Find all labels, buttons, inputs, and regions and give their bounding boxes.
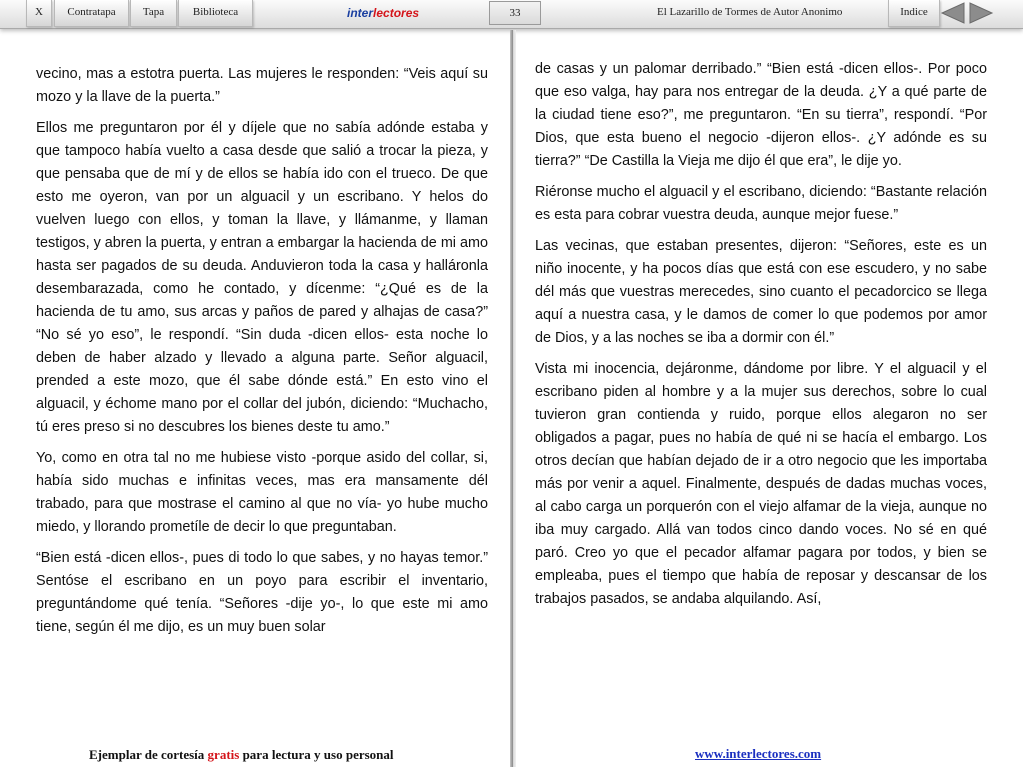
triangle-left-icon[interactable] <box>940 2 966 24</box>
page-number-field[interactable]: 33 <box>489 1 541 25</box>
courtesy-text-post: para lectura y uso personal <box>239 747 394 762</box>
index-button[interactable]: Indice <box>888 0 940 27</box>
page-gutter-divider <box>510 30 516 767</box>
courtesy-footer <box>89 747 394 763</box>
triangle-right-icon[interactable] <box>968 2 994 24</box>
paragraph: Yo, como en otra tal no me hubiese visto -porque asido del collar, si, había sido muchas e infinitas veces, mas era mansamente dél trabado, para que mostrase el camino al que no vía- yo hube mucho miedo, y llorando prometíle de decir lo que preguntaban. <box>36 450 488 535</box>
brand-logo <box>347 6 419 20</box>
paragraph: “Bien está -dicen ellos-, pues di todo lo que sabes, y no hayas temor.” Sentóse el escribano en un poyo para escribir el inventario, preguntándome qué tenía. “Señores -dije yo-, lo que este mi amo tiene, según él me dijo, es un muy buen solar <box>36 550 488 635</box>
paragraph: Riéronse mucho el alguacil y el escribano, diciendo: “Bastante relación es esta para cobrar vuestra deuda, aunque mejor fuese.” <box>535 184 987 223</box>
brand-inter-text: inter <box>347 6 374 20</box>
brand-lectores-text: lectores <box>373 6 420 20</box>
paragraph: Ellos me preguntaron por él y díjele que no sabía adónde estaba y que tampoco había vuelto a casa desde que salió a trocar la pieza, y que pensaba que de mí y de ellos se había ido con el trueco. De que esto me oyeron, van por un alguacil y un escribano. Y helos do vuelven luego con ellos, y toman la llave, y llámanme, y llaman testigos, y abren la puerta, y entran a embargar la hacienda de mi amo hasta ser pagados de su deuda. Anduvieron toda la casa y halláronla desembarazada, como he contado, y dícenme: “¿Qué es de la hacienda de tu amo, sus arcas y paños de pared y alhajas de casa?” “No sé yo eso”, le respondí. “Sin duda -dicen ellos- esta noche lo deben de haber alzado y llevado a alguna parte. Señor alguacil, prended a este mozo, que él sabe dónde está.” En esto vino el alguacil, y échome mano por el collar del jubón, diciendo: “Muchacho, tú eres preso si no descubres los bienes deste tu amo.” <box>36 120 488 435</box>
paragraph: de casas y un palomar derribado.” “Bien está -dicen ellos-. Por poco que eso valga, hay para nos entregar de la deuda. ¿Y a qué parte de la ciudad tiene eso?”, me preguntaron. “En su tierra”, respondí. “Por Dios, que esta bueno el negocio -dijeron ellos-. ¿Y adónde es su tierra?” “De Castilla la Vieja me dijo él que era”, le dije yo. <box>535 61 987 169</box>
courtesy-gratis-text: gratis <box>207 747 240 762</box>
right-page-text <box>535 58 987 619</box>
back-cover-button[interactable]: Contratapa <box>54 0 129 27</box>
close-button[interactable]: X <box>26 0 52 27</box>
toolbar <box>0 0 1023 29</box>
courtesy-text-pre: Ejemplar de cortesía <box>89 747 208 762</box>
paragraph: Las vecinas, que estaban presentes, dijeron: “Señores, este es un niño inocente, y ha pocos días que está con ese escudero, y no sabe dél más que vuestras merecedes, sino cuanto el pecadorcico se llega aquí a nuestra casa, y le damos de comer lo que podemos por amor de Dios, y a las noches se iba a dormir con él.” <box>535 238 987 346</box>
website-link[interactable]: www.interlectores.com <box>695 746 822 761</box>
book-title: El Lazarillo de Tormes de Autor Anonimo <box>657 6 843 18</box>
left-page-text <box>36 63 488 647</box>
paragraph: Vista mi inocencia, dejáronme, dándome por libre. Y el alguacil y el escribano piden al hombre y a la mujer sus derechos, sobre lo cual tuvieron gran contienda y ruido, porque ellos alegaron no ser obligados a pagar, pues no había de qué ni se hacía el embargo. Los otros decían que habían dejado de ir a otro negocio que les importaba más por venir a aquel. Finalmente, después de dadas muchas voces, al cabo carga un porquerón con el viejo alfamar de la vieja, aunque no iba muy cargado. Allá van todos cinco dando voces. No sé en qué paró. Creo yo que el pecador alfamar pagara por todos, y bien se empleaba, pues el tiempo que había de reposar y descansar de los trabajos pasados, se andaba alquilando. Así, <box>535 361 987 607</box>
library-button[interactable]: Biblioteca <box>178 0 253 27</box>
paragraph: vecino, mas a estotra puerta. Las mujeres le responden: “Veis aquí su mozo y la llave de la puerta.” <box>36 66 488 105</box>
cover-button[interactable]: Tapa <box>130 0 177 27</box>
